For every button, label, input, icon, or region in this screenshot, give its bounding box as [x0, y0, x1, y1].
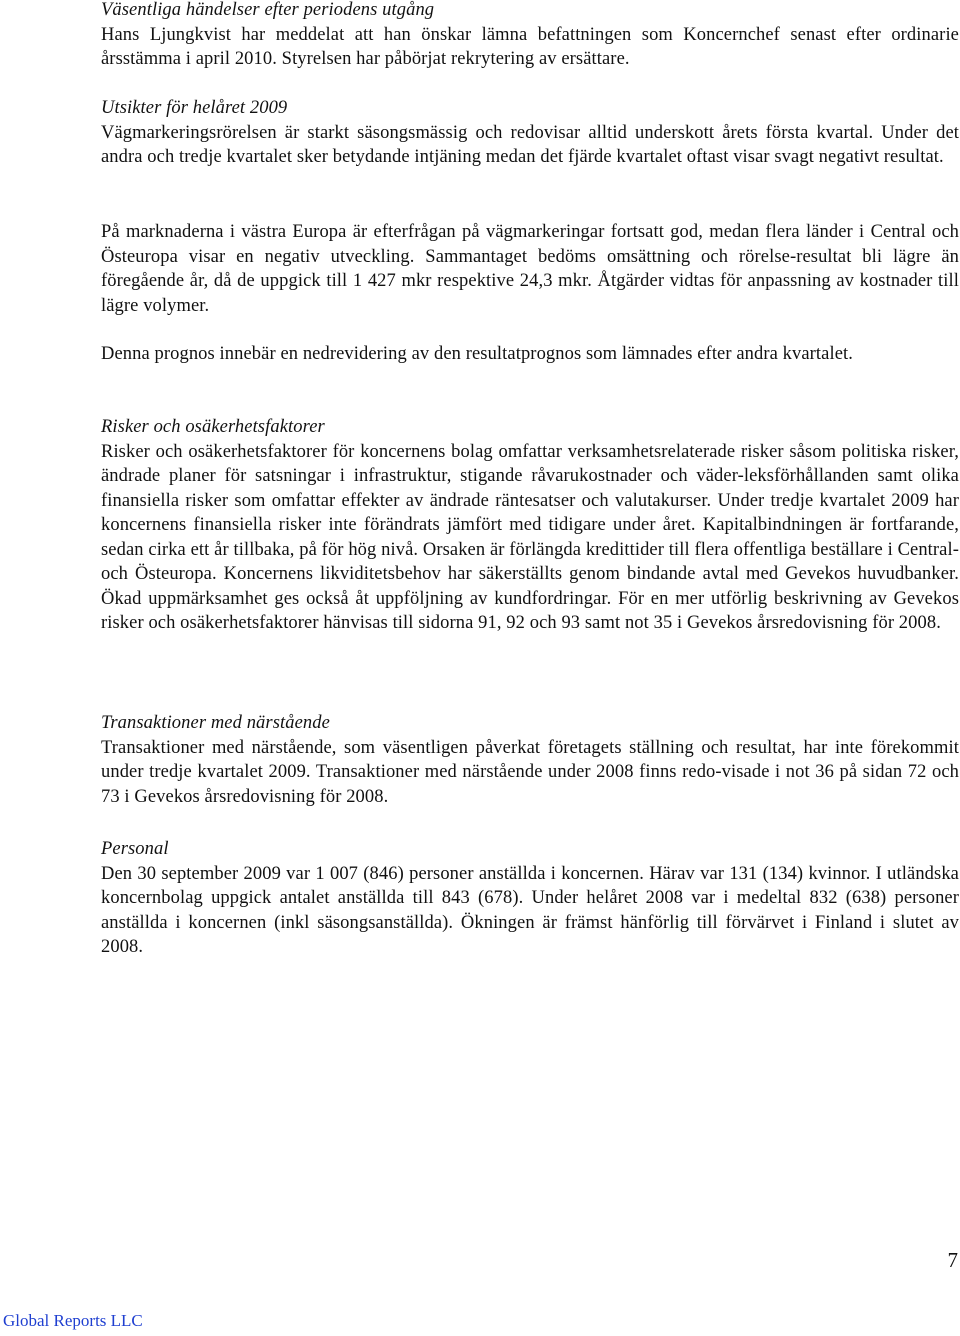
section-outlook-markets: [101, 220, 959, 318]
section-heading: Utsikter för helåret 2009: [101, 98, 288, 118]
section-related-transactions: [101, 711, 959, 809]
section-heading: Transaktioner med närstående: [101, 713, 330, 733]
section-paragraph: Transaktioner med närstående, som väsentligen påverkat företagets ställning och resultat, har inte förekommit under tredje kvartalet 2009. Transaktioner med närstående under 2008 finns redo-visade i not 36 på sidan 72 och 73 i Gevekos årsredovisning för 2008.: [101, 737, 959, 807]
section-heading: Personal: [101, 839, 169, 859]
section-events-after-period: [101, 0, 959, 72]
section-paragraph: Risker och osäkerhetsfaktorer för koncernens bolag omfattar verksamhetsrelaterade risker såsom politiska risker, ändrade planer för satsningar i infrastruktur, stigande råvarukostnader och väder-leksförhållanden samt olika finansiella risker som omfattar effekter av ändrade räntesatser och valutakurser. Under tredje kvartalet 2009 har koncernens finansiella risker inte förändrats jämfört med tidigare under året. Kapitalbindningen är fortfarande, sedan cirka ett år tillbaka, på för hög nivå. Orsaken är förlängda kredittider till flera offentliga beställare i Central- och Östeuropa. Koncernens likviditetsbehov har säkerställts genom bindande avtal med Gevekos huvudbanker. Ökad uppmärksamhet ges också åt uppföljning av kundfordringar. För en mer utförlig beskrivning av Gevekos risker och osäkerhetsfaktorer hänvisas till sidorna 91, 92 och 93 samt not 35 i Gevekos årsredovisning för 2008.: [101, 441, 959, 633]
section-heading: Risker och osäkerhetsfaktorer: [101, 417, 325, 437]
section-paragraph: Hans Ljungkvist har meddelat att han önskar lämna befattningen som Koncernchef senast efter ordinarie årsstämma i april 2010. Styrelsen har påbörjat rekrytering av ersättare.: [101, 24, 959, 69]
section-outlook: [101, 96, 959, 170]
section-heading: Väsentliga händelser efter periodens utgång: [101, 0, 435, 20]
section-paragraph: Vägmarkeringsrörelsen är starkt säsongsmässig och redovisar alltid underskott årets första kvartal. Under det andra och tredje kvartalet sker betydande intjäning medan det fjärde kvartalet oftast visar svagt negativt resultat.: [101, 122, 959, 167]
section-personnel: [101, 837, 959, 960]
section-paragraph: Den 30 september 2009 var 1 007 (846) personer anställda i koncernen. Härav var 131 (134) kvinnor. I utländska koncernbolag uppgick antalet anställda till 843 (678). Under helåret 2008 var i medeltal 832 (638) personer anställda i koncernen (inkl säsongsanställda). Ökningen är främst hänförlig till förvärvet i Finland i slutet av 2008.: [101, 863, 959, 957]
section-paragraph: På marknaderna i västra Europa är efterfrågan på vägmarkeringar fortsatt god, medan flera länder i Central och Östeuropa visar en negativ utveckling. Sammantaget bedöms omsättning och rörelse-resultat bli lägre än föregående år, då de uppgick till 1 427 mkr respektive 24,3 mkr. Åtgärder vidtas för anpassning av kostnader till lägre volymer.: [101, 222, 959, 316]
footer-brand: Global Reports LLC: [3, 1311, 143, 1330]
section-risks: [101, 415, 959, 636]
section-outlook-forecast: [101, 342, 959, 367]
section-paragraph: Denna prognos innebär en nedrevidering av den resultatprognos som lämnades efter andra kvartalet.: [101, 344, 854, 364]
page-number: 7: [947, 1248, 958, 1272]
